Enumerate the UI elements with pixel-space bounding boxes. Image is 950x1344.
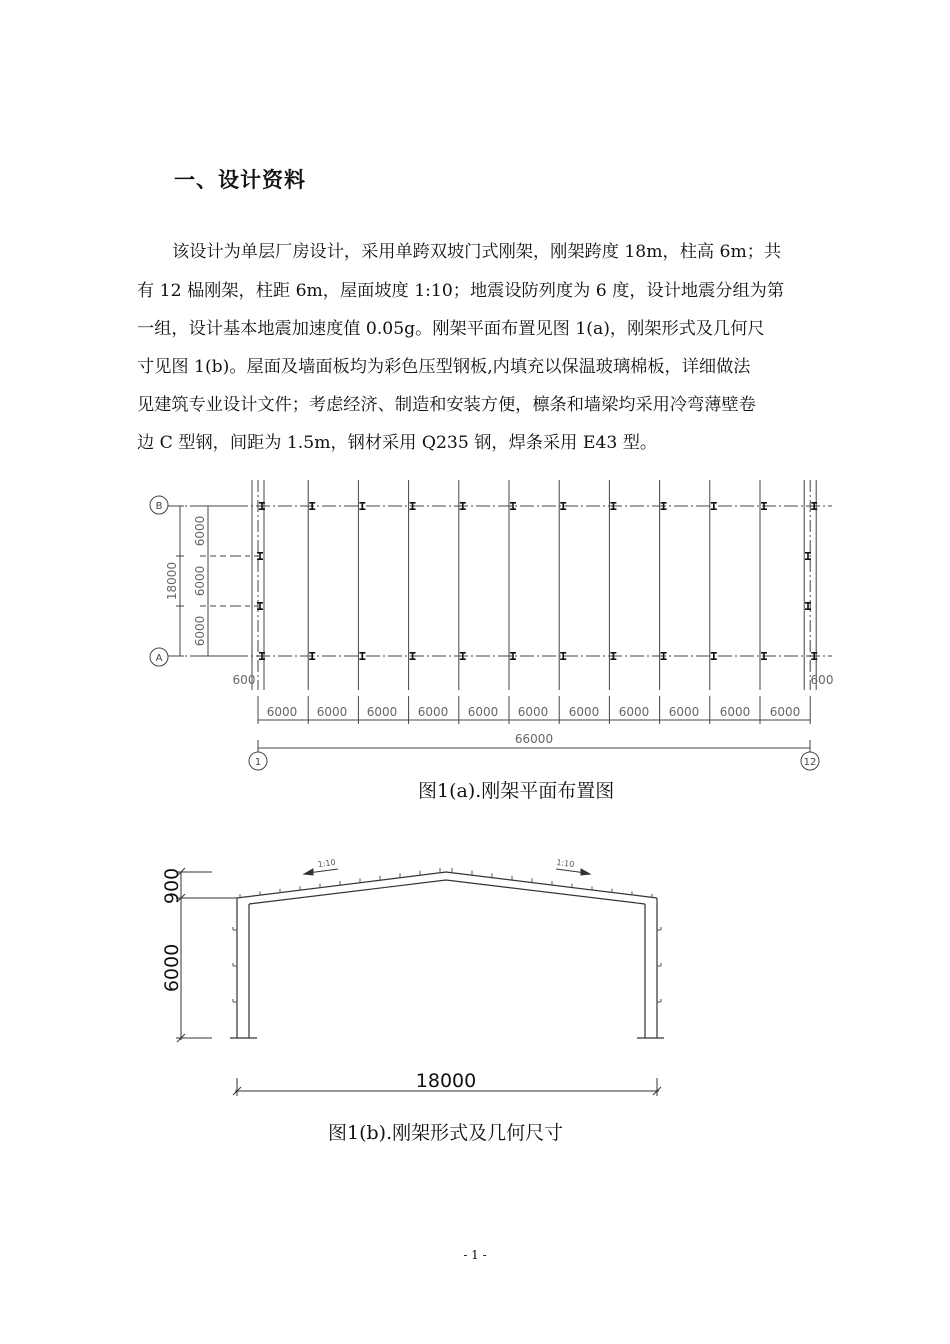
axis-label-a: A [155,653,163,664]
rafter-outer [237,872,657,898]
bay-dim: 6000 [568,705,600,719]
bay-dim: 6000 [618,705,650,719]
total-length-dim: 66000 [514,732,554,746]
bay-dim: 6000 [417,705,449,719]
slope-label-left: 1:10 [317,857,337,870]
section-heading: 一、设计资料 [174,168,306,192]
figure-a-caption: 图1(a).刚架平面布置图 [418,780,615,802]
axis-label-1: 1 [254,757,262,768]
design-description-paragraph [0,0,950,470]
bay-dim: 6000 [366,705,398,719]
bay-dim: 6000 [719,705,751,719]
column-section [359,502,365,510]
paragraph-line: 边 C 型钢，间距为 1.5m，钢材采用 Q235 钢，焊条采用 E43 型。 [137,433,658,453]
bay-dim: 6000 [316,705,348,719]
column-section [711,502,717,510]
height-dim: 6000 [161,943,183,993]
slope-label-right: 1:10 [555,857,575,870]
vertical-total-dim: 18000 [165,561,179,601]
frame-plan-drawing [0,470,950,780]
vertical-dim-2: 6000 [193,565,207,597]
paragraph-line: 该设计为单层厂房设计，采用单跨双坡门式刚架，刚架跨度 18m，柱高 6m；共 [172,242,782,262]
axis-label-12: 12 [803,757,817,768]
bay-dim: 6000 [467,705,499,719]
page-number: - 1 - [463,1248,487,1262]
column-section [359,652,365,660]
frame-elevation-drawing [0,850,950,1110]
vertical-dim-1: 6000 [193,515,207,547]
paragraph-line: 一组，设计基本地震加速度值 0.05g。刚架平面布置见图 1(a)，刚架形式及几何尺 [137,319,765,339]
edge-offset-left: 600 [232,673,256,687]
edge-offset-right: 600 [810,673,834,687]
bay-dim: 6000 [668,705,700,719]
paragraph-line: 见建筑专业设计文件；考虑经济、制造和安装方便，檩条和墙梁均采用冷弯薄壁卷 [137,395,756,415]
vertical-dim-3: 6000 [193,615,207,647]
bay-dim: 6000 [769,705,801,719]
span-dim: 18000 [415,1070,477,1092]
paragraph-line: 有 12 榀刚架，柱距 6m，屋面坡度 1:10；地震设防列度为 6 度，设计地震分组为第 [137,281,785,301]
bay-dim: 6000 [266,705,298,719]
rafter-inner [249,880,645,904]
figure-b-caption: 图1(b).刚架形式及几何尺寸 [328,1122,564,1144]
axis-label-b: B [155,501,163,512]
column-section [711,652,717,660]
rise-dim: 900 [161,867,183,905]
bay-dim: 6000 [517,705,549,719]
paragraph-line: 寸见图 1(b)。屋面及墙面板均为彩色压型钢板,内填充以保温玻璃棉板，详细做法 [137,357,751,377]
